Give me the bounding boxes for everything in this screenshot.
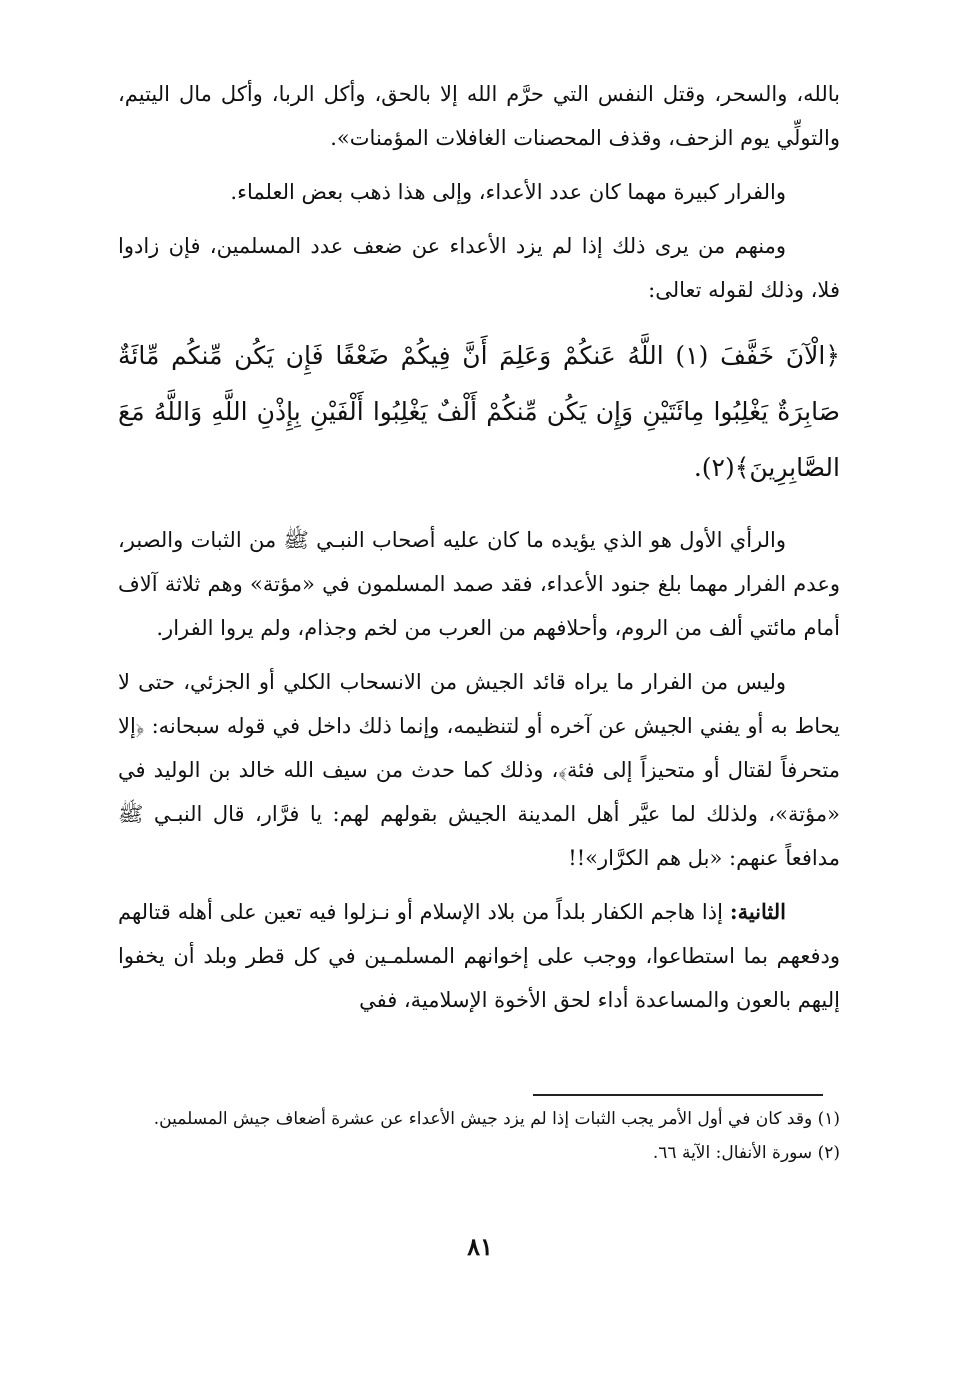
- page-number: ٨١: [467, 1232, 493, 1261]
- footnote-1: (١) وقد كان في أول الأمر يجب الثبات إذا لم يزد جيش الأعداء عن عشرة أضعاف جيش المسلمين.: [153, 1109, 840, 1129]
- paragraph-4: والرأي الأول هو الذي يؤيده ما كان عليه أصحاب النبـي ﷺ من الثبات والصبر، وعدم الفرار مهما بلغ جنود الأعداء، فقد صمد المسلمون في «مؤتة» وهم ثلاثة آلاف أمام مائتي ألف من الروم، وأحلافهم من العرب من لخم وجذام، ولم يروا الفرار.: [118, 528, 840, 640]
- section-label: الثانية:: [729, 899, 786, 924]
- section-text: إذا هاجم الكفار بلداً من بلاد الإسلام أو نـزلوا فيه تعين على أهله قتالهم ودفعهم بما استطاعوا، ووجب على إخوانهم المسلمـين في كل قطر وبلد أن يخفوا إليهم بالعون والمساعدة أداء لحق الأخوة الإسلامية، ففي: [118, 900, 840, 1012]
- paragraph-6: [118, 890, 840, 1022]
- paragraph-1: بالله، والسحر، وقتل النفس التي حرَّم الله إلا بالحق، وأكل الربا، وأكل مال اليتيم، والتولِّي يوم الزحف، وقذف المحصنات الغافلات المؤمنات».: [118, 82, 840, 150]
- paragraph-2: والفرار كبيرة مهما كان عدد الأعداء، وإلى هذا ذهب بعض العلماء.: [230, 180, 786, 204]
- quran-verse: ﴿الْآنَ خَفَّفَ (١) اللَّهُ عَنكُمْ وَعَلِمَ أَنَّ فِيكُمْ ضَعْفًا فَإِن يَكُن مِّنكُم مِّائَةٌ صَابِرَةٌ يَغْلِبُوا مِائَتَيْنِ وَإِن يَكُن مِّنكُمْ أَلْفٌ يَغْلِبُوا أَلْفَيْنِ بِإِذْنِ اللَّهِ وَاللَّهُ مَعَ الصَّابِرِينَ﴾(٢).: [118, 341, 840, 482]
- footnote-divider: [533, 1094, 823, 1096]
- paragraph-5: وليس من الفرار ما يراه قائد الجيش من الانسحاب الكلي أو الجزئي، حتى لا يحاط به أو يفني الجيش عن آخره أو لتنظيمه، وإنما ذلك داخل في قوله سبحانه: ﴿إلا متحرفاً لقتال أو متحيزاً إلى فئة﴾، وذلك كما حدث من سيف الله خالد بن الوليد في «مؤتة»، ولذلك لما عيَّر أهل المدينة الجيش بقولهم لهم: يا فرَّار، قال النبـي ﷺ مدافعاً عنهم: «بل هم الكرَّار»!!: [118, 670, 840, 870]
- main-text: [118, 72, 840, 1032]
- footnotes: [118, 1104, 840, 1172]
- paragraph-3: ومنهم من يرى ذلك إذا لم يزد الأعداء عن ضعف عدد المسلمين، فإن زادوا فلا، وذلك لقوله تعالى:: [118, 234, 840, 302]
- footnote-2: (٢) سورة الأنفال: الآية ٦٦.: [652, 1143, 840, 1163]
